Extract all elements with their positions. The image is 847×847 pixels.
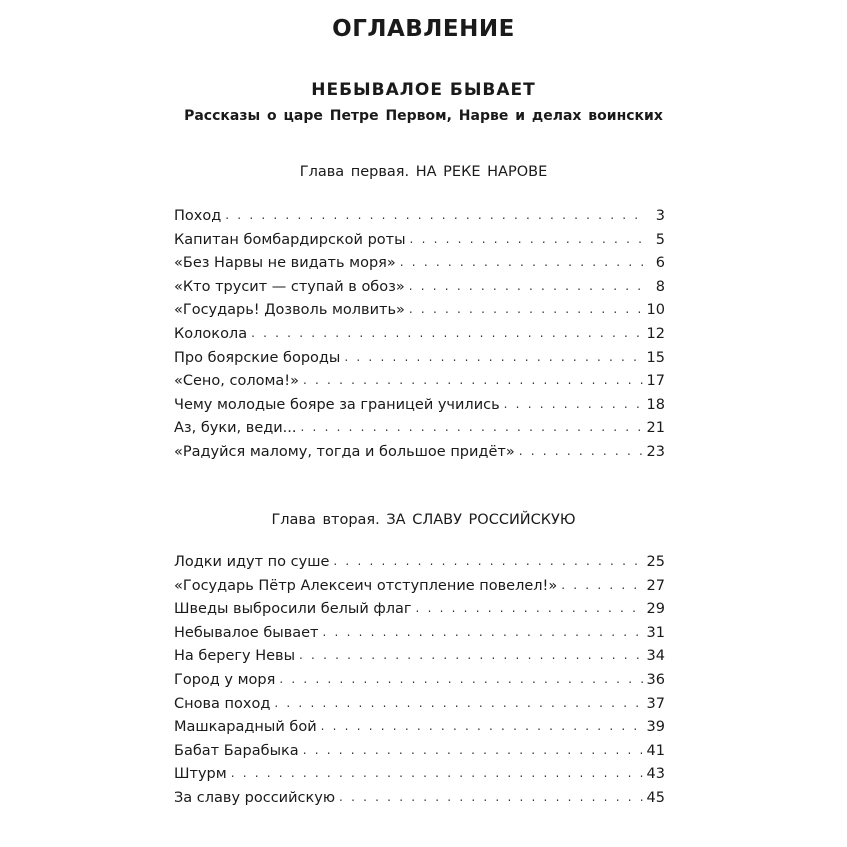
toc-entry-title: Аз, буки, веди... <box>174 420 297 437</box>
toc-entry-title: Колокола <box>174 325 248 342</box>
toc-entry-page-number: 15 <box>646 349 665 366</box>
toc-entry <box>174 743 665 767</box>
toc-entry-title: «Радуйся малому, тогда и большое придёт» <box>174 443 515 460</box>
toc-entry-page-number: 45 <box>646 789 665 806</box>
toc-entry-title: Снова поход <box>174 695 271 712</box>
dot-leader <box>274 696 642 710</box>
toc-entry-title: Штурм <box>174 766 227 783</box>
toc-entry-title: Чему молодые бояре за границей учились <box>174 396 500 413</box>
toc-entry-title: За славу российскую <box>174 789 336 806</box>
toc-entry <box>174 420 665 444</box>
dot-leader <box>279 672 642 686</box>
toc-entry-title: «Государь Пётр Алексеич отступление повелел!» <box>174 577 558 594</box>
toc-entry-title: Про боярские бороды <box>174 349 341 366</box>
toc-entry <box>174 625 665 649</box>
toc-entry-page-number: 34 <box>646 648 665 665</box>
toc-entry <box>174 719 665 743</box>
toc-entry <box>174 397 665 421</box>
book-subtitle: Рассказы о царе Петре Первом, Нарве и делах воинских <box>184 108 663 124</box>
toc-entry-page-number: 25 <box>646 554 665 570</box>
toc-entry-page-number: 36 <box>646 671 665 688</box>
dot-leader <box>519 444 643 458</box>
toc-entry-page-number: 29 <box>646 601 665 618</box>
toc-entry-page-number: 6 <box>655 255 665 272</box>
dot-leader <box>299 648 643 662</box>
toc-entry <box>174 601 665 625</box>
dot-leader <box>400 255 643 269</box>
dot-leader <box>225 208 643 222</box>
toc-entry-title: Лодки идут по суше <box>174 554 330 570</box>
toc-entry-page-number: 12 <box>646 325 665 342</box>
toc-entry <box>174 648 665 672</box>
toc-entry-page-number: 18 <box>646 396 665 413</box>
toc-entry-title: Небывалое бывает <box>174 624 319 641</box>
dot-leader <box>416 601 643 615</box>
chapter-1-entries <box>174 208 665 468</box>
dot-leader <box>251 326 642 340</box>
toc-entry-title: Поход <box>174 208 222 224</box>
toc-entry-title: Бабат Барабыка <box>174 742 299 759</box>
toc-entry <box>174 696 665 720</box>
dot-leader <box>561 578 642 592</box>
toc-entry <box>174 279 665 303</box>
dot-leader <box>409 279 643 293</box>
toc-entry <box>174 232 665 256</box>
toc-entry-title: «Кто трусит — ступай в обоз» <box>174 278 405 295</box>
toc-entry-title: Шведы выбросили белый флаг <box>174 601 412 618</box>
toc-entry-page-number: 37 <box>646 695 665 712</box>
toc-entry <box>174 578 665 602</box>
toc-entry-title: На берегу Невы <box>174 648 296 665</box>
toc-entry-page-number: 27 <box>646 577 665 594</box>
toc-entry-page-number: 41 <box>646 742 665 759</box>
toc-entry-page-number: 23 <box>646 443 665 460</box>
toc-entry-page-number: 31 <box>646 624 665 641</box>
book-title: НЕБЫВАЛОЕ БЫВАЕТ <box>311 80 536 100</box>
chapter-title-1: Глава первая. НА РЕКЕ НАРОВЕ <box>299 164 548 180</box>
dot-leader <box>409 302 643 316</box>
toc-entry-page-number: 21 <box>646 420 665 437</box>
toc-entry <box>174 554 665 578</box>
toc-entry-page-number: 5 <box>655 231 665 248</box>
toc-entry <box>174 326 665 350</box>
toc-entry <box>174 444 665 468</box>
toc-entry-page-number: 43 <box>646 766 665 783</box>
toc-entry <box>174 302 665 326</box>
dot-leader <box>303 373 643 387</box>
toc-entry-title: Машкарадный бой <box>174 719 317 736</box>
toc-entry <box>174 255 665 279</box>
toc-entry-page-number: 10 <box>646 302 665 319</box>
toc-entry-title: Капитан бомбардирской роты <box>174 231 406 248</box>
chapter-2-entries <box>174 554 665 814</box>
dot-leader <box>321 719 643 733</box>
chapter-title-2: Глава вторая. ЗА СЛАВУ РОССИЙСКУЮ <box>271 512 576 528</box>
dot-leader <box>333 554 642 568</box>
toc-entry <box>174 790 665 814</box>
dot-leader <box>344 350 642 364</box>
toc-entry <box>174 373 665 397</box>
dot-leader <box>231 766 643 780</box>
toc-entry-title: «Без Нарвы не видать моря» <box>174 255 396 272</box>
toc-entry <box>174 350 665 374</box>
toc-entry <box>174 766 665 790</box>
dot-leader <box>339 790 643 804</box>
toc-heading: ОГЛАВЛЕНИЕ <box>332 16 515 42</box>
dot-leader <box>323 625 643 639</box>
dot-leader <box>410 232 643 246</box>
toc-entry-title: «Сено, солома!» <box>174 373 299 390</box>
toc-entry-page-number: 8 <box>655 278 665 295</box>
toc-entry <box>174 672 665 696</box>
toc-entry-page-number: 3 <box>655 208 665 224</box>
dot-leader <box>504 397 643 411</box>
dot-leader <box>303 743 643 757</box>
toc-entry <box>174 208 665 232</box>
toc-entry-page-number: 17 <box>646 373 665 390</box>
toc-entry-title: Город у моря <box>174 671 276 688</box>
toc-entry-title: «Государь! Дозволь молвить» <box>174 302 405 319</box>
dot-leader <box>301 420 643 434</box>
toc-entry-page-number: 39 <box>646 719 665 736</box>
